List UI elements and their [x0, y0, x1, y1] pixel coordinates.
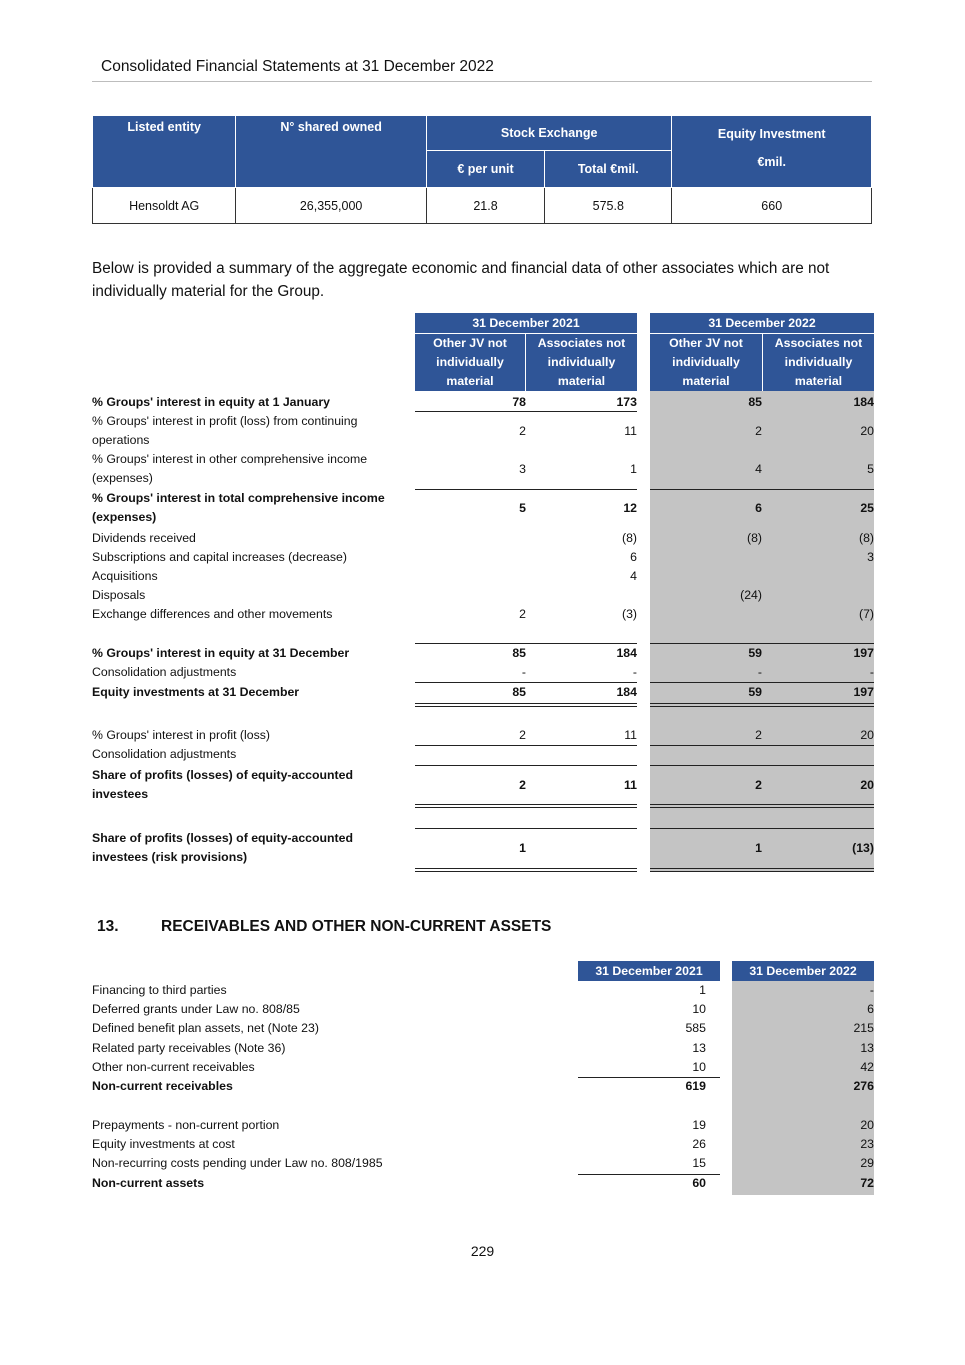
table-row: [92, 1058, 874, 1077]
table-row: [92, 663, 874, 682]
row-value: 20: [860, 728, 874, 742]
rule-line: [650, 489, 874, 490]
row-value: 2: [519, 728, 526, 742]
page-number: 229: [470, 1243, 495, 1259]
row-value: (8): [858, 531, 874, 545]
table-row: [92, 981, 874, 1000]
col-header-jv-2021: Other JV not individually material: [415, 334, 525, 391]
rule-line: [415, 871, 637, 872]
row-value: 6: [755, 500, 762, 515]
cell-equity: 660: [672, 188, 872, 224]
row-label: Acquisitions: [92, 569, 158, 583]
listed-entity-table: [92, 115, 872, 224]
row-value: 85: [748, 395, 762, 409]
table-row: [92, 766, 874, 804]
row-label: % Groups' interest in other comprehensive income (expenses): [92, 452, 368, 485]
row-value: 1: [699, 983, 706, 997]
row-value: 276: [853, 1079, 874, 1093]
rule-line: [650, 828, 874, 829]
row-value: -: [869, 983, 874, 997]
row-label: % Groups' interest in equity at 31 December: [92, 646, 350, 660]
row-value: 6: [630, 550, 637, 564]
row-value: 2: [755, 777, 762, 792]
row-value: 23: [860, 1137, 874, 1151]
row-value: 2: [755, 728, 762, 742]
section-title: RECEIVABLES AND OTHER NON-CURRENT ASSETS: [161, 918, 552, 935]
rule-line: [578, 1077, 720, 1078]
rule-line: [650, 765, 874, 766]
row-value: 13: [692, 1041, 706, 1055]
rule-line: [650, 682, 874, 683]
row-value: 42: [860, 1060, 874, 1074]
rule-line: [650, 868, 874, 869]
col-header-assoc-2022: Associates not individually material: [763, 334, 874, 391]
row-value: 6: [867, 1002, 874, 1016]
row-value: 197: [853, 685, 874, 699]
section-number: 13.: [97, 918, 119, 935]
row-value: 184: [616, 646, 637, 660]
row-value: (8): [746, 531, 762, 545]
equity-investment-label: Equity Investment: [717, 127, 826, 141]
row-value: 25: [860, 500, 874, 515]
row-label: Share of profits (losses) of equity-accounted investees (risk provisions): [92, 831, 354, 864]
rule-line: [415, 411, 637, 412]
table-row: [92, 412, 874, 450]
row-label: Equity investments at 31 December: [92, 685, 300, 699]
row-label: Non-current receivables: [92, 1079, 233, 1093]
row-value: (8): [621, 531, 637, 545]
table-row: [92, 726, 874, 745]
row-label: Disposals: [92, 588, 146, 602]
row-value: 10: [692, 1002, 706, 1016]
row-value: -: [757, 665, 762, 679]
table-row: [92, 683, 874, 702]
row-value: -: [869, 665, 874, 679]
table-row: [93, 188, 872, 224]
rule-line: [415, 706, 637, 707]
rule-line: [415, 804, 637, 805]
rule-line: [415, 765, 637, 766]
rule-line: [415, 868, 637, 869]
table-row: [92, 1174, 874, 1193]
row-value: (7): [858, 607, 874, 621]
table-row: [92, 1135, 874, 1154]
row-value: 11: [624, 728, 637, 742]
row-value: 11: [624, 777, 637, 792]
table-row: [92, 586, 874, 605]
row-label: % Groups' interest in profit (loss): [92, 728, 270, 742]
col-header-total: Total €mil.: [545, 151, 672, 188]
row-value: (13): [852, 840, 874, 855]
rule-line: [415, 682, 637, 683]
rule-line: [415, 828, 637, 829]
col-header-2021: 31 December 2021: [578, 961, 720, 981]
rule-line: [415, 745, 637, 746]
row-label: Subscriptions and capital increases (decrease): [92, 550, 347, 564]
col-header-jv-2022: Other JV not individually material: [650, 334, 762, 391]
equity-investment-unit: €mil.: [757, 155, 786, 169]
row-value: 60: [692, 1176, 706, 1190]
row-value: 11: [624, 423, 637, 438]
row-value: -: [521, 665, 526, 679]
row-value: 59: [748, 685, 762, 699]
row-value: 59: [748, 646, 762, 660]
table-row: [92, 829, 874, 867]
rule-line: [650, 643, 874, 644]
row-value: 5: [519, 500, 526, 515]
receivables-table: [92, 961, 874, 1201]
table-row: [92, 1000, 874, 1019]
rule-line: [578, 1174, 720, 1175]
table-row: [92, 1116, 874, 1135]
row-value: 4: [755, 461, 762, 476]
row-value: 1: [519, 840, 526, 855]
row-value: 15: [692, 1156, 706, 1170]
row-value: (24): [740, 588, 762, 602]
row-value: 72: [860, 1176, 874, 1190]
cell-per-unit: 21.8: [426, 188, 544, 224]
row-label: Non-recurring costs pending under Law no. 808/1985: [92, 1156, 383, 1170]
row-value: 20: [860, 423, 874, 438]
rule-line: [415, 489, 637, 490]
col-header-equity-investment: [672, 116, 872, 188]
rule-line: [650, 706, 874, 707]
row-value: 215: [853, 1021, 874, 1035]
row-value: 585: [685, 1021, 706, 1035]
row-value: 1: [755, 840, 762, 855]
col-header-2022: 31 December 2022: [732, 961, 874, 981]
cell-shares: 26,355,000: [236, 188, 426, 224]
row-value: 3: [867, 550, 874, 564]
row-value: 10: [692, 1060, 706, 1074]
row-label: Related party receivables (Note 36): [92, 1041, 286, 1055]
rule-line: [415, 807, 637, 808]
rule-line: [650, 871, 874, 872]
summary-paragraph: Below is provided a summary of the aggregate economic and financial data of other associates which are not individually material for the Group.: [92, 260, 830, 300]
table-row: [92, 1019, 874, 1038]
document-title: Consolidated Financial Statements at 31 December 2022: [101, 58, 494, 75]
table-row: [92, 548, 874, 567]
row-value: 19: [692, 1118, 706, 1132]
row-label: Consolidation adjustments: [92, 747, 237, 761]
table-row: [92, 1154, 874, 1173]
table-row: [92, 529, 874, 548]
table-row: [92, 489, 874, 527]
section-heading: [97, 918, 551, 936]
row-value: 184: [853, 395, 874, 409]
period-header-2022: 31 December 2022: [650, 313, 874, 333]
row-value: 2: [755, 423, 762, 438]
row-label: Exchange differences and other movements: [92, 607, 333, 621]
row-label: Equity investments at cost: [92, 1137, 235, 1151]
row-value: 13: [860, 1041, 874, 1055]
cell-entity: Hensoldt AG: [93, 188, 236, 224]
row-label: Dividends received: [92, 531, 196, 545]
col-header-assoc-2021: Associates not individually material: [526, 334, 637, 391]
col-header-stock-exchange: Stock Exchange: [426, 116, 672, 151]
row-label: Deferred grants under Law no. 808/85: [92, 1002, 300, 1016]
table-row: [92, 1039, 874, 1058]
table-row: [92, 745, 874, 764]
row-value: 85: [512, 646, 526, 660]
period-header-2021: 31 December 2021: [415, 313, 637, 333]
row-value: 184: [616, 685, 637, 699]
row-value: 20: [860, 777, 874, 792]
table-row: [92, 605, 874, 624]
row-value: 173: [616, 395, 637, 409]
row-label: % Groups' interest in equity at 1 January: [92, 395, 330, 409]
row-value: 29: [860, 1156, 874, 1170]
rule-line: [650, 745, 874, 746]
cell-total: 575.8: [545, 188, 672, 224]
col-header-shares-owned: N° shared owned: [236, 116, 426, 188]
row-label: Prepayments - non-current portion: [92, 1118, 280, 1132]
col-header-per-unit: € per unit: [426, 151, 544, 188]
rule-line: [650, 703, 874, 704]
row-value: 4: [630, 569, 637, 583]
table-row: [92, 567, 874, 586]
row-value: 85: [512, 685, 526, 699]
row-value: 2: [519, 607, 526, 621]
row-label: % Groups' interest in total comprehensive income (expenses): [92, 491, 385, 524]
header-divider: [92, 81, 872, 82]
row-label: Other non-current receivables: [92, 1060, 255, 1074]
row-label: % Groups' interest in profit (loss) from continuing operations: [92, 414, 358, 447]
row-label: Financing to third parties: [92, 983, 227, 997]
row-value: 619: [685, 1079, 706, 1093]
table-row: [92, 644, 874, 663]
row-value: 26: [692, 1137, 706, 1151]
row-label: Defined benefit plan assets, net (Note 23): [92, 1021, 319, 1035]
row-value: (3): [621, 607, 637, 621]
table-row: [92, 393, 874, 412]
row-value: 197: [853, 646, 874, 660]
row-value: 2: [519, 423, 526, 438]
row-value: 78: [512, 395, 526, 409]
table-row: [92, 450, 874, 488]
rule-line: [650, 807, 874, 808]
row-value: 2: [519, 777, 526, 792]
row-value: 3: [519, 461, 526, 476]
row-label: Consolidation adjustments: [92, 665, 237, 679]
row-label: Non-current assets: [92, 1176, 205, 1190]
row-value: 1: [630, 461, 637, 476]
row-label: Share of profits (losses) of equity-accounted investees: [92, 768, 354, 801]
row-value: 12: [623, 500, 637, 515]
col-header-listed-entity: Listed entity: [93, 116, 236, 188]
rule-line: [415, 703, 637, 704]
table-row: [92, 1077, 874, 1096]
row-value: -: [632, 665, 637, 679]
rule-line: [415, 643, 637, 644]
row-value: 5: [867, 461, 874, 476]
rule-line: [650, 804, 874, 805]
row-value: 20: [860, 1118, 874, 1132]
